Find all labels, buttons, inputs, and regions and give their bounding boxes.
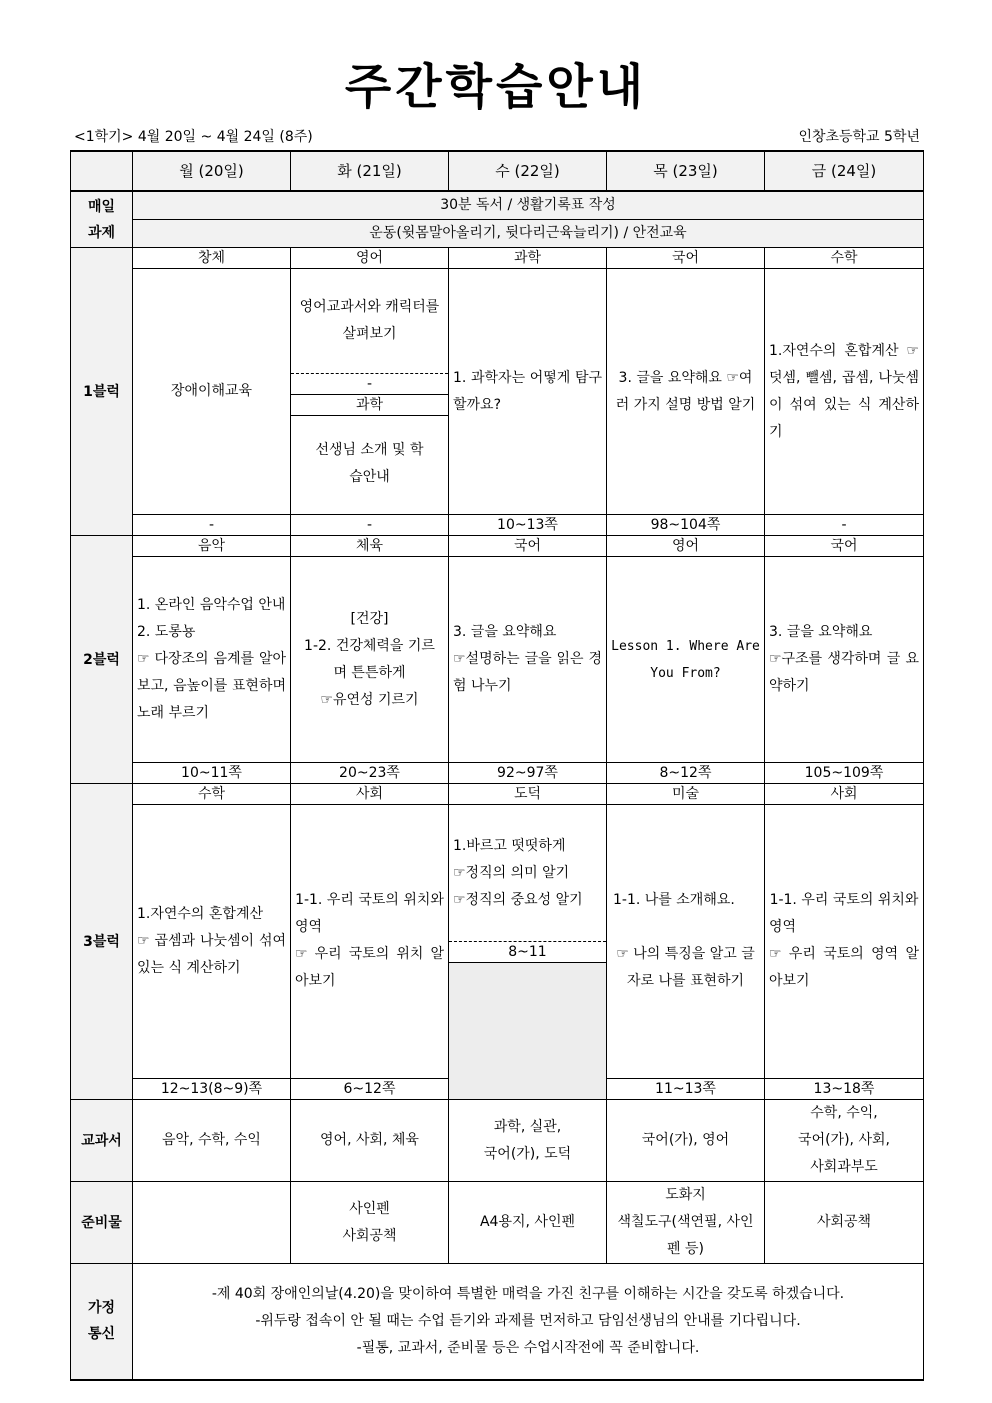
daily-row-1 <box>71 191 924 220</box>
notice-item-1: -제 40회 장애인의날(4.20)을 맞이하여 특별한 매력을 가진 친구를 이해하는 시간을 갖도록 하겠습니다. <box>211 1285 845 1302</box>
textbooks-mon: 음악, 수학, 수익 <box>133 1100 291 1182</box>
block1-tue-english: 영어교과서와 캐릭터를 살펴보기 <box>299 299 440 342</box>
block3-wed-pages: 8~11 <box>449 942 606 963</box>
notice-item-3: -필통, 교과서, 준비물 등은 수업시작전에 꼭 준비합니다. <box>356 1339 700 1356</box>
block2-content-mon <box>133 557 291 763</box>
day-wed: 수 (22일) <box>449 151 607 191</box>
block3-fri-line1: 1-1. 우리 국토의 위치와 영역 <box>769 892 919 936</box>
block2-label: 2블럭 <box>71 536 133 784</box>
block1-subject-tue: 영어 <box>291 248 449 269</box>
page-title: 주간학습안내 <box>344 59 648 115</box>
supplies-thu-2: 색칠도구(색연필, 사인펜 등) <box>617 1214 754 1257</box>
block2-wed-line1: 3. 글을 요약해요 <box>453 624 557 640</box>
textbooks-row <box>71 1100 924 1182</box>
block3-fri-line2: ☞ 우리 국토의 영역 알아보기 <box>769 946 919 990</box>
textbooks-fri-2: 국어(가), 사회, <box>798 1132 890 1148</box>
block3-wed-line2: ☞정직의 의미 알기 <box>453 864 570 881</box>
block2-content-fri <box>765 557 924 763</box>
block2-tue-line1: [건강] <box>350 610 389 627</box>
block3-content-mon <box>133 805 291 1079</box>
block3-tue-line2: ☞ 우리 국토의 위치 알아보기 <box>295 946 444 990</box>
block2-pages-tue: 20~23쪽 <box>291 763 449 784</box>
textbooks-wed-2: 국어(가), 도덕 <box>483 1145 572 1162</box>
block3-tue-line1: 1-1. 우리 국토의 위치와 영역 <box>295 892 444 936</box>
block1-tue-english-pages: - <box>291 374 448 395</box>
block3-content-wed <box>449 805 607 1100</box>
block3-wed-empty <box>449 963 606 1100</box>
day-mon: 월 (20일) <box>133 151 291 191</box>
block3-wed-text <box>449 805 606 942</box>
textbooks-fri-3: 사회과부도 <box>810 1159 878 1175</box>
daily-task-1: 30분 독서 / 생활기록표 작성 <box>133 191 924 220</box>
supplies-tue-1: 사인펜 <box>349 1200 390 1217</box>
block1-pages-wed: 10~13쪽 <box>449 515 607 536</box>
block1-tue-science: 선생님 소개 및 학습안내 <box>291 416 448 513</box>
block3-pages-fri: 13~18쪽 <box>765 1078 924 1099</box>
block3-pages-mon: 12~13(8~9)쪽 <box>133 1078 291 1099</box>
block2-subject-mon: 음악 <box>133 536 291 557</box>
daily-label <box>71 191 133 248</box>
block2-content-tue <box>291 557 449 763</box>
block1-label: 1블럭 <box>71 248 133 536</box>
block2-pages-mon: 10~11쪽 <box>133 763 291 784</box>
block1-content-mon: 장애이해교육 <box>133 269 291 515</box>
textbooks-wed <box>449 1100 607 1182</box>
block1-subject-fri: 수학 <box>765 248 924 269</box>
supplies-fri: 사회공책 <box>765 1182 924 1264</box>
daily-row-2 <box>71 220 924 248</box>
textbooks-fri <box>765 1100 924 1182</box>
block1-subject-mon: 창체 <box>133 248 291 269</box>
block2-content-thu: Lesson 1. Where Are You From? <box>607 557 765 763</box>
block3-content-tue <box>291 805 449 1079</box>
notices-row <box>71 1264 924 1380</box>
supplies-row <box>71 1182 924 1264</box>
textbooks-wed-1: 과학, 실관, <box>493 1118 562 1135</box>
block3-content-row <box>71 805 924 1079</box>
block2-pages-row <box>71 763 924 784</box>
block3-content-fri <box>765 805 924 1079</box>
day-fri: 금 (24일) <box>765 151 924 191</box>
block3-pages-thu: 11~13쪽 <box>607 1078 765 1099</box>
textbooks-tue: 영어, 사회, 체육 <box>291 1100 449 1182</box>
block3-subject-wed: 도덕 <box>449 784 607 805</box>
block2-pages-fri: 105~109쪽 <box>765 763 924 784</box>
week-info: <1학기> 4월 20일 ~ 4월 24일 (8주) <box>74 129 313 145</box>
block1-content-wed: 1. 과학자는 어떻게 탐구할까요? <box>449 269 607 515</box>
block1-content-tue <box>291 269 449 515</box>
textbooks-fri-1: 수학, 수익, <box>810 1105 878 1121</box>
block3-subject-fri: 사회 <box>765 784 924 805</box>
block1-pages-thu: 98~104쪽 <box>607 515 765 536</box>
block2-mon-line2: 2. 도롱뇽 <box>137 624 196 640</box>
day-thu: 목 (23일) <box>607 151 765 191</box>
block1-subject-wed: 과학 <box>449 248 607 269</box>
block2-subject-fri: 국어 <box>765 536 924 557</box>
daily-label-2: 과제 <box>87 224 116 241</box>
school-info: 인창초등학교 5학년 <box>798 129 920 145</box>
block3-mon-line2: ☞ 곱셈과 나눗셈이 섞여 있는 식 계산하기 <box>137 932 286 976</box>
block3-subject-tue: 사회 <box>291 784 449 805</box>
block2-pages-thu: 8~12쪽 <box>607 763 765 784</box>
block2-fri-line1: 3. 글을 요약해요 <box>769 624 873 640</box>
supplies-mon <box>133 1182 291 1264</box>
block3-pages-tue: 6~12쪽 <box>291 1078 449 1099</box>
textbooks-label: 교과서 <box>71 1100 133 1182</box>
block1-pages-tue: - <box>291 515 449 536</box>
supplies-tue <box>291 1182 449 1264</box>
block1-tue-split <box>291 269 448 512</box>
block2-subject-row <box>71 536 924 557</box>
block3-content-thu <box>607 805 765 1079</box>
notices-label-1: 가정 <box>87 1300 116 1317</box>
block3-wed-line1: 1.바르고 떳떳하게 <box>453 837 566 854</box>
block2-subject-tue: 체육 <box>291 536 449 557</box>
notice-item-2: -위두랑 접속이 안 될 때는 수업 듣기와 과제를 먼저하고 담임선생님의 안내를 기다립니다. <box>255 1312 801 1329</box>
block2-wed-line2: ☞설명하는 글을 읽은 경험 나누기 <box>453 651 602 694</box>
block3-subject-thu: 미술 <box>607 784 765 805</box>
block2-subject-wed: 국어 <box>449 536 607 557</box>
notices-content <box>133 1264 924 1380</box>
daily-task-2: 운동(윗몸말아올리기, 뒷다리근육늘리기) / 안전교육 <box>133 220 924 248</box>
supplies-thu <box>607 1182 765 1264</box>
supplies-thu-1: 도화지 <box>665 1187 706 1203</box>
block2-tue-line2: 1-2. 건강체력을 기르며 튼튼하게 <box>304 637 435 681</box>
block1-tue-subject2: 과학 <box>291 395 448 416</box>
block1-content-thu: 3. 글을 요약해요 ☞여러 가지 설명 방법 알기 <box>607 269 765 515</box>
block1-subject-thu: 국어 <box>607 248 765 269</box>
block3-thu-line1: 1-1. 나를 소개해요. <box>613 892 735 909</box>
corner-cell <box>71 151 133 191</box>
block2-mon-line3: ☞ 다장조의 음계를 알아보고, 음높이를 표현하며 노래 부르기 <box>137 651 286 721</box>
block1-content-row <box>71 269 924 515</box>
block3-mon-line1: 1.자연수의 혼합계산 <box>137 905 263 922</box>
block2-subject-thu: 영어 <box>607 536 765 557</box>
block2-tue-line3: ☞유연성 기르기 <box>320 691 419 708</box>
block2-pages-wed: 92~97쪽 <box>449 763 607 784</box>
supplies-label: 준비물 <box>71 1182 133 1264</box>
block1-pages-fri: - <box>765 515 924 536</box>
block3-wed-line3: ☞정직의 중요성 알기 <box>453 891 583 908</box>
block3-subject-row <box>71 784 924 805</box>
supplies-tue-2: 사회공책 <box>342 1227 397 1244</box>
notices-label-2: 통신 <box>87 1326 116 1343</box>
block3-subject-mon: 수학 <box>133 784 291 805</box>
block2-content-wed <box>449 557 607 763</box>
daily-label-1: 매일 <box>87 198 116 215</box>
supplies-wed: A4용지, 사인펜 <box>449 1182 607 1264</box>
block1-pages-row <box>71 515 924 536</box>
textbooks-thu: 국어(가), 영어 <box>607 1100 765 1182</box>
block3-wed-split <box>449 805 606 1099</box>
day-tue: 화 (21일) <box>291 151 449 191</box>
block3-label: 3블럭 <box>71 784 133 1100</box>
block2-fri-line2: ☞구조를 생각하며 글 요약하기 <box>769 651 919 694</box>
day-header-row <box>71 151 924 191</box>
block2-mon-line1: 1. 온라인 음악수업 안내 <box>137 597 286 613</box>
block3-thu-line2: ☞ 나의 특징을 알고 글자로 나를 표현하기 <box>616 946 755 990</box>
block1-content-fri: 1.자연수의 혼합계산 ☞ 덧셈, 뺄셈, 곱셈, 나눗셈이 섞여 있는 식 계산하기 <box>765 269 924 515</box>
block2-content-row <box>71 557 924 763</box>
schedule-table <box>70 150 924 1381</box>
block1-pages-mon: - <box>133 515 291 536</box>
block1-subject-row <box>71 248 924 269</box>
notices-label <box>71 1264 133 1380</box>
